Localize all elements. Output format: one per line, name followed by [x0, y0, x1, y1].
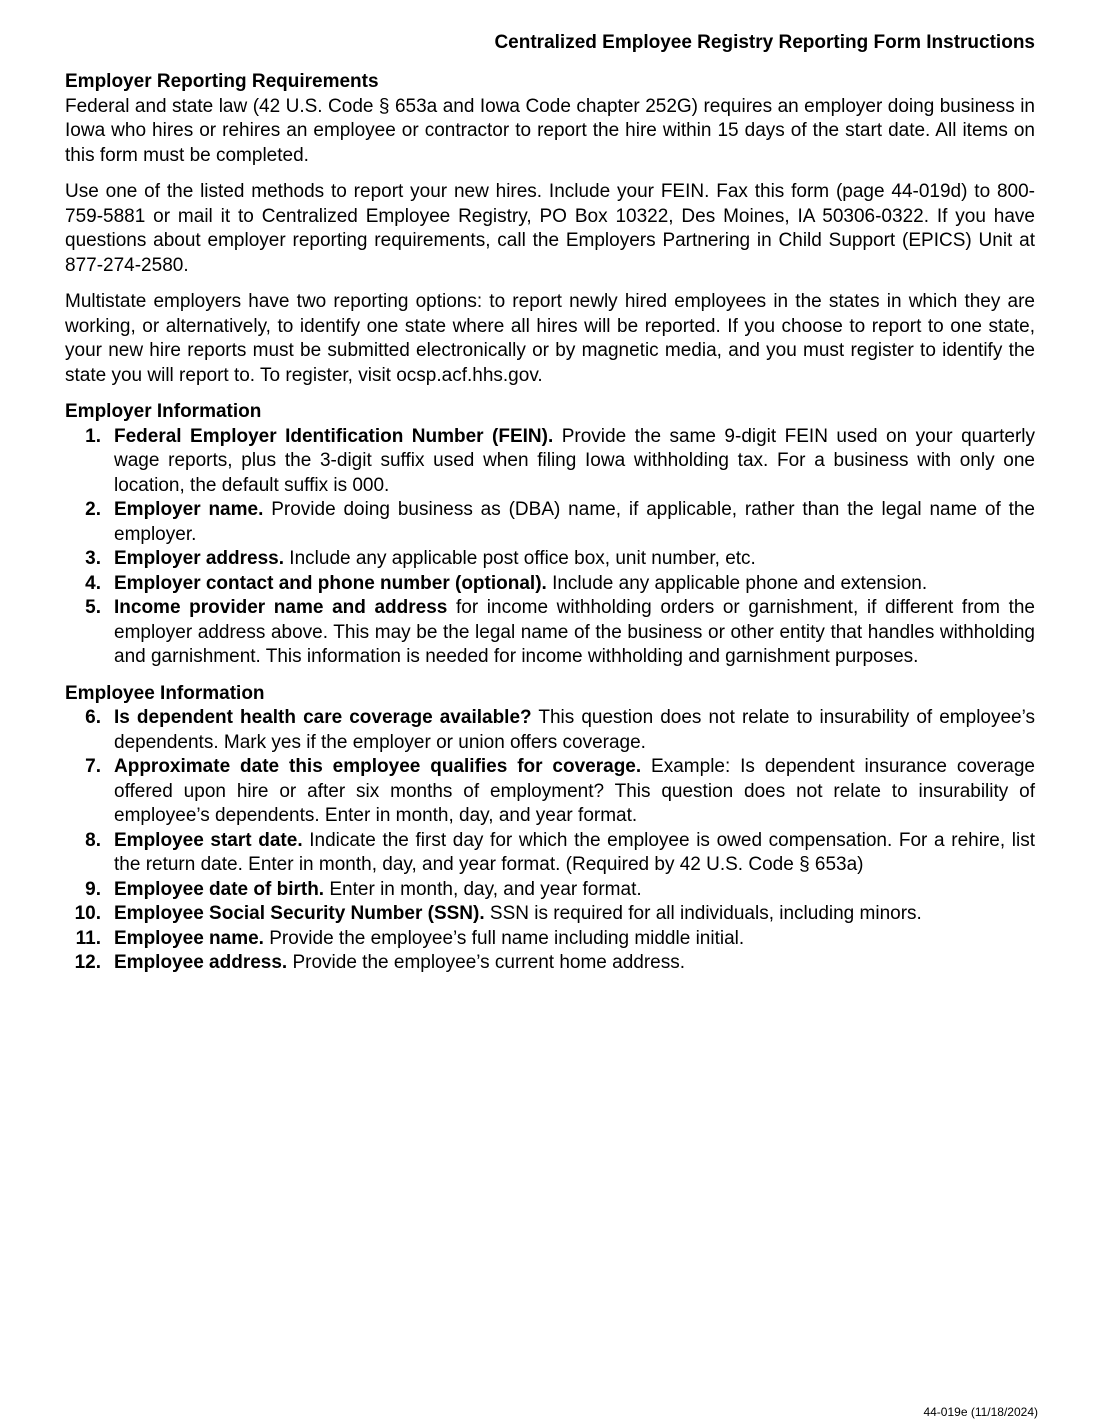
item-number: 8. — [85, 829, 101, 851]
list-item-start-date — [65, 829, 1035, 878]
item-number: 10. — [74, 903, 101, 924]
item-text: Example: Is dependent insurance coverage offered upon hire or after six months of employment? This question does not relate to insurability of employee’s dependents. Enter in month, day, and year format. — [114, 756, 1035, 826]
section-heading-employer-information: Employer Information — [65, 401, 262, 422]
paragraph-reporting-methods: Use one of the listed methods to report your new hires. Include your FEIN. Fax this form (page 44-019d) to 800-759-5881 or mail it to Centralized Employee Registry, PO Box 10322, Des Moines, IA 50306-0322. If you have questions about employer reporting requirements, call the Employers Partnering in Child Support (EPICS) Unit at 877-274-2580. — [65, 181, 1035, 276]
item-term: Employer name. — [114, 499, 264, 520]
item-text: Provide doing business as (DBA) name, if applicable, rather than the legal name of the employer. — [114, 499, 1035, 545]
list-item-dependent-coverage — [65, 706, 1035, 755]
item-number: 11. — [75, 927, 101, 949]
item-text: This question does not relate to insurability of employee’s dependents. Mark yes if the employer or union offers coverage. — [114, 707, 1035, 753]
item-term: Is dependent health care coverage available? — [114, 707, 532, 728]
item-term: Employer contact and phone number (optional). — [114, 572, 547, 594]
item-number: 6. — [85, 707, 101, 728]
item-term: Federal Employer Identification Number (FEIN). — [114, 425, 554, 447]
item-text: Provide the employee’s current home address. — [287, 952, 686, 973]
list-item-ssn — [65, 902, 1035, 927]
list-item-employee-address — [65, 951, 1035, 976]
item-number: 7. — [85, 756, 101, 777]
item-term: Employee start date. — [114, 829, 303, 851]
item-term: Employee date of birth. — [114, 878, 325, 900]
item-term: Income provider name and address — [114, 597, 448, 618]
employee-information-section — [65, 682, 1035, 976]
list-item-income-provider — [65, 596, 1035, 670]
item-term: Approximate date this employee qualifies for coverage. — [114, 756, 642, 777]
page-title: Centralized Employee Registry Reporting Form Instructions — [494, 32, 1035, 53]
item-text: Include any applicable phone and extension. — [546, 572, 928, 594]
employer-information-section — [65, 400, 1035, 670]
item-text: Include any applicable post office box, unit number, etc. — [284, 548, 756, 569]
form-number-footer: 44-019e (11/18/2024) — [923, 1405, 1038, 1419]
item-text: Provide the employee’s full name including middle initial. — [263, 927, 745, 949]
item-text: Provide the same 9-digit FEIN used on your quarterly wage reports, plus the 3-digit suffix used when filing Iowa withholding tax. For a business with only one location, the default suffix is 000. — [114, 425, 1035, 496]
employer-requirements-section — [65, 70, 1035, 388]
paragraph-multistate-employers: Multistate employers have two reporting options: to report newly hired employees in the states in which they are working, or alternatively, to identify one state where all hires will be reported. If you choose to report to one state, your new hire reports must be submitted electronically or by magnetic media, and you must register to identify the state you will report to. To register, visit ocsp.acf.hhs.gov. — [65, 291, 1035, 386]
list-item-employer-address — [65, 547, 1035, 572]
list-item-fein — [65, 425, 1035, 499]
item-text: Enter in month, day, and year format. — [324, 878, 642, 900]
item-term: Employee address. — [114, 952, 288, 973]
item-text: Indicate the first day for which the employee is owed compensation. For a rehire, list the return date. Enter in month, day, and year format. (Required by 42 U.S. Code § 653a) — [114, 829, 1035, 875]
item-text: SSN is required for all individuals, including minors. — [484, 903, 922, 924]
employer-information-list — [65, 425, 1035, 670]
section-heading-employee-information: Employee Information — [65, 682, 265, 704]
list-item-employer-name — [65, 498, 1035, 547]
item-number: 9. — [85, 878, 101, 900]
item-number: 3. — [85, 548, 101, 569]
item-text: for income withholding orders or garnishment, if different from the employer address above. This may be the legal name of the business or other entity that handles withholding and garnishment. This information is needed for income withholding and garnishment purposes. — [114, 597, 1035, 667]
list-item-date-of-birth — [65, 878, 1035, 903]
item-term: Employee Social Security Number (SSN). — [114, 903, 485, 924]
list-item-employer-contact — [65, 572, 1035, 597]
instructions-page — [65, 30, 1035, 988]
section-heading-employer-requirements: Employer Reporting Requirements — [65, 71, 379, 92]
item-number: 4. — [85, 572, 101, 594]
item-term: Employer address. — [114, 548, 285, 569]
item-number: 1. — [85, 425, 101, 447]
list-item-coverage-date — [65, 755, 1035, 829]
paragraph-legal-requirement: Federal and state law (42 U.S. Code § 653a and Iowa Code chapter 252G) requires an employer doing business in Iowa who hires or rehires an employee or contractor to report the hire within 15 days of the start date. All items on this form must be completed. — [65, 95, 1035, 166]
item-term: Employee name. — [114, 927, 264, 949]
employee-information-list — [65, 706, 1035, 976]
list-item-employee-name — [65, 927, 1035, 952]
item-number: 2. — [85, 499, 101, 520]
item-number: 12. — [74, 952, 101, 973]
item-number: 5. — [85, 597, 101, 618]
